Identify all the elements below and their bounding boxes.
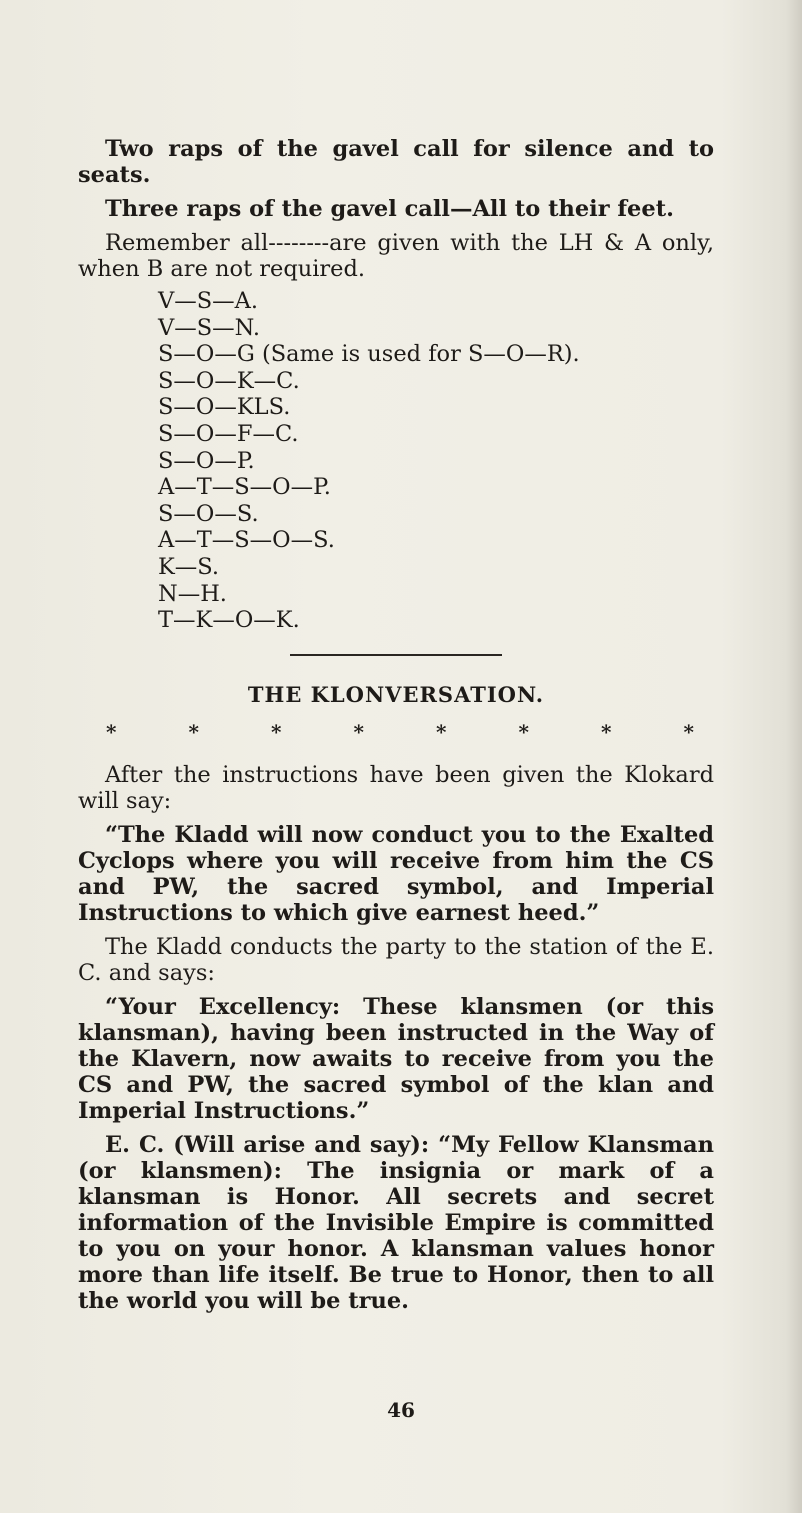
command-list bbox=[158, 288, 714, 634]
star-glyph: * bbox=[436, 719, 447, 744]
body-paragraph-3: The Kladd conducts the party to the station of the E. C. and says: bbox=[78, 933, 714, 986]
command-item: S—O—P. bbox=[158, 447, 255, 474]
star-glyph: * bbox=[188, 719, 199, 744]
body-paragraph-1: After the instructions have been given the Klokard will say: bbox=[78, 761, 714, 814]
star-glyph: * bbox=[601, 719, 612, 744]
command-item: V—S—N. bbox=[158, 314, 261, 341]
intro-paragraph-1: Two raps of the gavel call for silence and to seats. bbox=[78, 136, 714, 188]
section-divider bbox=[290, 654, 502, 656]
command-item: S—O—F—C. bbox=[158, 420, 299, 447]
section-heading: THE KLONVERSATION. bbox=[247, 681, 545, 707]
command-item: V—S—A. bbox=[158, 288, 259, 314]
star-glyph: * bbox=[106, 719, 117, 744]
command-item: N—H. bbox=[158, 580, 227, 607]
intro-paragraph-2: Three raps of the gavel call—All to their feet. bbox=[105, 196, 674, 222]
page-number: 46 bbox=[387, 1398, 415, 1422]
star-row bbox=[106, 720, 694, 744]
command-item: S—O—G (Same is used for S—O—R). bbox=[158, 341, 580, 368]
command-item: S—O—K—C. bbox=[158, 367, 300, 394]
text-column bbox=[78, 136, 714, 1314]
intro-paragraph-3: Remember all--------are given with the LH & A only, when B are not required. bbox=[78, 230, 714, 282]
command-item: A—T—S—O—S. bbox=[158, 527, 335, 554]
body-paragraph-4: “Your Excellency: These klansmen (or this klansman), having been instructed in the Way of the Klavern, now awaits to receive from you the CS and PW, the sacred symbol of the klan and Imperial Instructions.” bbox=[78, 993, 714, 1124]
star-glyph: * bbox=[353, 719, 364, 744]
star-glyph: * bbox=[683, 719, 694, 744]
command-item: S—O—KLS. bbox=[158, 394, 291, 421]
body-paragraph-2: “The Kladd will now conduct you to the Exalted Cyclops where you will receive from him the CS and PW, the sacred symbol, and Imperial Instructions to which give earnest heed.” bbox=[78, 821, 714, 926]
star-glyph: * bbox=[271, 719, 282, 744]
command-item: T—K—O—K. bbox=[158, 607, 300, 634]
command-item: K—S. bbox=[158, 553, 220, 580]
star-glyph: * bbox=[518, 719, 529, 744]
command-item: A—T—S—O—P. bbox=[158, 474, 331, 501]
command-item: S—O—S. bbox=[158, 500, 259, 527]
body-paragraph-5: E. C. (Will arise and say): “My Fellow Klansman (or klansmen): The insignia or mark of a klansman is Honor. All secrets and secret information of the Invisible Empire is committed to you on your honor. A klansman values honor more than life itself. Be true to Honor, then to all the world you will be true. bbox=[78, 1131, 714, 1314]
